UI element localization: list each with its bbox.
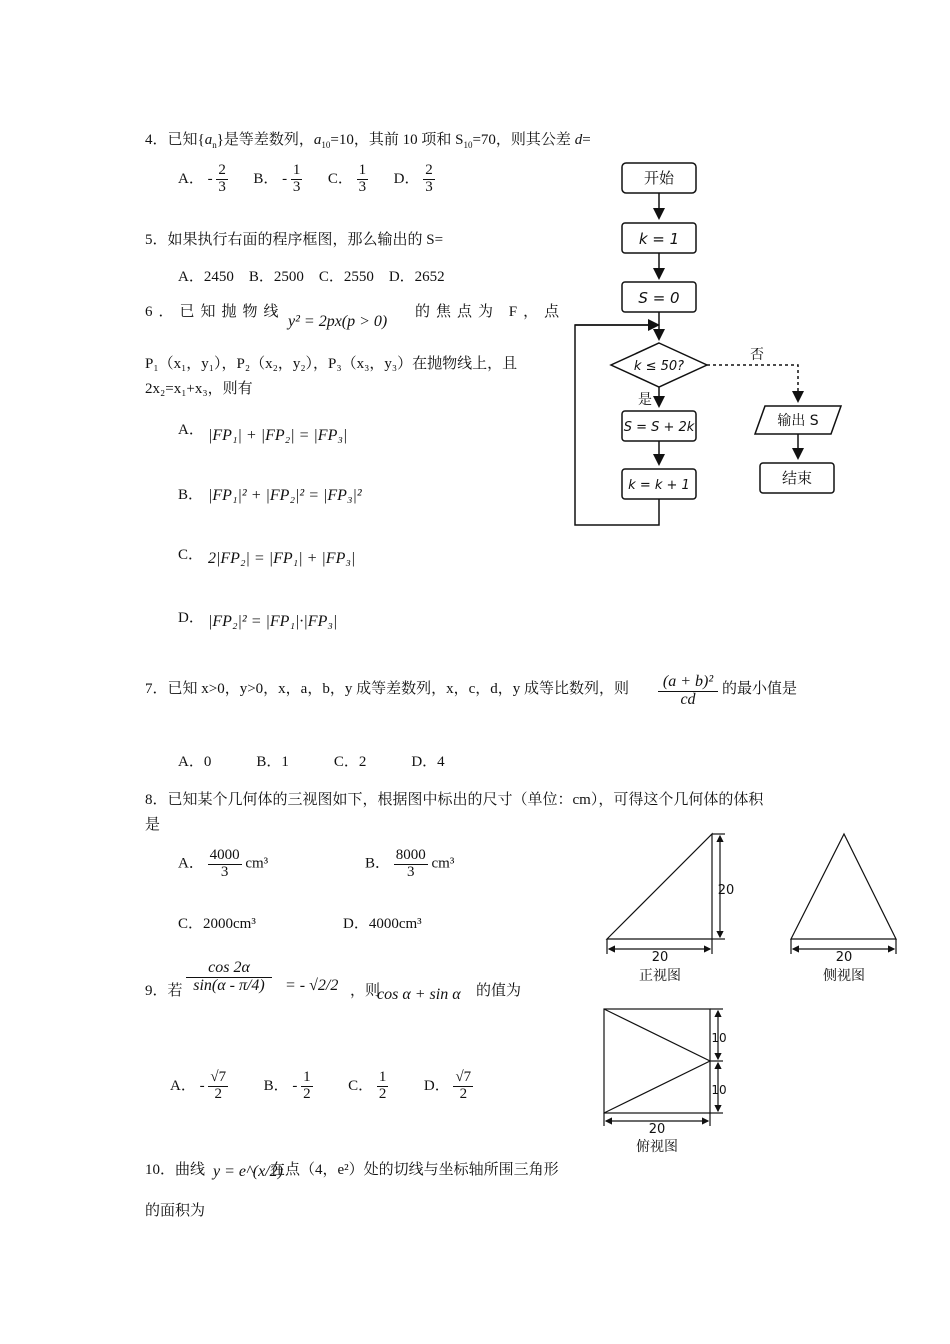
- flow-end-text: 结束: [781, 469, 813, 487]
- flow-no-label: 否: [750, 347, 764, 363]
- q9-option-c[interactable]: C． $\frac{1}{2}$: [348, 1069, 387, 1102]
- q7-fraction: $\frac{\text{(a + b)²}}{cd}$: [658, 674, 718, 709]
- flowchart: [565, 155, 865, 535]
- q9-options: [170, 1070, 473, 1103]
- side-view-triangle: [791, 834, 896, 939]
- flow-yes-label: 是: [638, 392, 652, 408]
- q9-mid: ，则: [350, 983, 381, 999]
- q7-stem: 7．已知 x>0，y>0，x，a，b，y 成等差数列，x，c，d，y 成等比数列，则: [145, 681, 629, 697]
- q8-option-d[interactable]: D．4000cm³: [343, 916, 422, 932]
- q9-target: cos α + sin α: [377, 986, 461, 1003]
- side-width-label: 20: [835, 950, 853, 965]
- q10-tail: 在点（4，e²）处的切线与坐标轴所围三角形: [270, 1162, 559, 1178]
- q6-option-c[interactable]: C．: [178, 547, 204, 563]
- q9-option-d[interactable]: D． $\frac{√7}{2}$: [423, 1069, 472, 1102]
- q8-stem-line1: 8．已知某个几何体的三视图如下，根据图中标出的尺寸（单位：cm），可得这个几何体的体积: [145, 792, 764, 808]
- q10-line2: 的面积为: [145, 1203, 206, 1219]
- flow-init-k-text: k = 1: [638, 230, 680, 248]
- q4-option-b[interactable]: B． - $\frac{1}{3}$: [253, 162, 301, 195]
- q8-option-b[interactable]: B． $\frac{8000}{3}$ cm³: [365, 847, 455, 880]
- front-view-triangle: [607, 834, 712, 939]
- q6-equation: y² = 2px(p > 0): [288, 313, 388, 330]
- q9-prefix: 9．若: [145, 983, 183, 999]
- q9-tail: 的值为: [476, 983, 522, 999]
- q8-option-c[interactable]: C．2000cm³: [178, 916, 256, 932]
- q6-option-b[interactable]: B．: [178, 487, 204, 503]
- flow-condition-text: k ≤ 50?: [633, 359, 685, 374]
- q6-option-d[interactable]: D．: [178, 610, 204, 626]
- q6-line2: P₁（x₁，y₁），P₂（x₂，y₂），P₃（x₃，y₃）在抛物线上，且: [145, 356, 518, 372]
- q7-tail: 的最小值是: [722, 681, 798, 697]
- q4-option-a[interactable]: A． - $\frac{2}{3}$: [178, 162, 226, 195]
- q9-lhs: $\frac{\cos 2\alpha}{\sin(\alpha - \pi/4)}$: [186, 960, 272, 995]
- q8-stem-line2: 是: [145, 817, 161, 833]
- q5-options: A．2450 B．2500 C．2550 D．2652: [178, 269, 445, 285]
- top-view-label: 俯视图: [636, 1139, 678, 1155]
- q5-stem: 5．如果执行右面的程序框图，那么输出的 S=: [145, 232, 444, 248]
- q8-option-a[interactable]: A． $\frac{4000}{3}$ cm³: [178, 847, 269, 880]
- q7-options: A．0 B．1 C．2 D．4: [178, 754, 445, 770]
- three-views: [595, 828, 905, 1158]
- front-width-label: 20: [651, 950, 669, 965]
- q6-option-b-expr: |FP₁|² + |FP₂|² = |FP₃|²: [208, 487, 362, 504]
- q4-stem: 4．已知$\{a_n\}$是等差数列，$a_{10}=10$，其前 10 项和 $S_{10}=70$，则其公差 d=: [145, 132, 591, 150]
- q4-options: [178, 163, 435, 196]
- q6-stem-b: 的焦点为 F，点: [415, 304, 566, 320]
- flow-update-s-text: S = S + 2k: [623, 420, 695, 435]
- q6-line3: 2x₂=x₁+x₃，则有: [145, 381, 253, 397]
- flow-no-branch: [707, 365, 798, 400]
- top-upper-label: 10: [711, 1031, 727, 1045]
- side-view-label: 侧视图: [823, 968, 865, 984]
- q9-rhs: = - √2/2: [285, 977, 339, 994]
- top-lower-label: 10: [711, 1083, 727, 1097]
- flow-init-s-text: S = 0: [638, 289, 680, 307]
- q9-option-a[interactable]: A． - $\frac{√7}{2}$: [170, 1069, 227, 1102]
- q6-option-c-expr: 2|FP₂| = |FP₁| + |FP₃|: [208, 550, 356, 567]
- q6-option-a-expr: |FP₁| + |FP₂| = |FP₃|: [208, 427, 348, 444]
- q10-curve: y = e^(x/2): [213, 1163, 283, 1180]
- q6-option-a[interactable]: A．: [178, 422, 204, 438]
- q6-option-d-expr: |FP₂|² = |FP₁|·|FP₃|: [208, 613, 338, 630]
- flow-output-text: 输出 S: [777, 413, 819, 429]
- front-view-label: 正视图: [639, 968, 681, 984]
- q6-stem-a: 6．已知抛物线: [145, 304, 285, 320]
- q9-option-b[interactable]: B． - $\frac{1}{2}$: [263, 1069, 311, 1102]
- top-width-label: 20: [648, 1122, 666, 1137]
- flow-update-k-text: k = k + 1: [628, 478, 690, 493]
- q4-option-c[interactable]: C． $\frac{1}{3}$: [327, 162, 367, 195]
- q10-prefix: 10．曲线: [145, 1162, 206, 1178]
- flow-start-text: 开始: [643, 169, 675, 187]
- top-view-rect: [604, 1009, 710, 1113]
- front-height-label: 20: [717, 883, 735, 898]
- q4-option-d[interactable]: D． $\frac{2}{3}$: [393, 162, 433, 195]
